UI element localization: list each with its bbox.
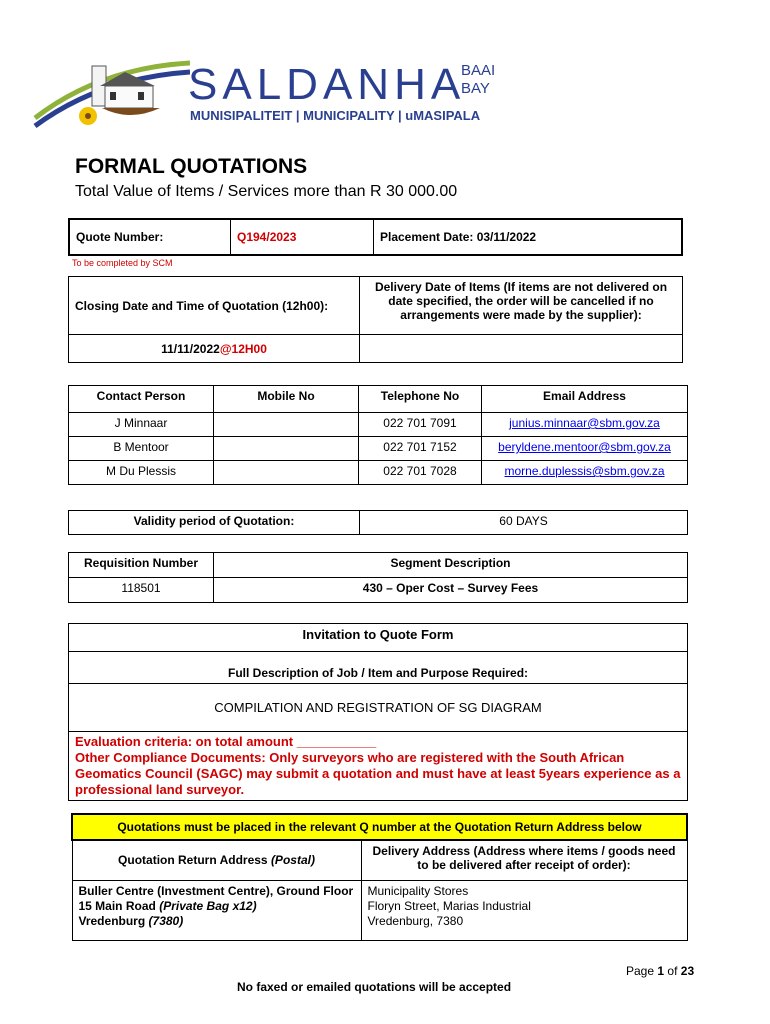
page-of: of: [667, 964, 678, 978]
invitation-table: [68, 623, 688, 801]
telephone-cell: 022 701 7152: [359, 437, 482, 461]
closing-label: Closing Date and Time of Quotation (12h00):: [69, 277, 360, 335]
closing-date: 11/11/2022: [161, 341, 220, 356]
page-number: [626, 964, 694, 978]
postal-line2-em: (Private Bag x12): [159, 898, 257, 913]
email-link[interactable]: beryldene.mentoor@sbm.gov.za: [498, 440, 671, 454]
logo-sub-bottom: BAY: [461, 80, 490, 97]
delivery-line1: Municipality Stores: [367, 883, 469, 898]
compliance-documents: Other Compliance Documents: Only surveyors who are registered with the South African Geomatics Council (SAGC) may submit a quotation and must have at least 5years experience as a professional land surveyor.: [75, 750, 681, 797]
quote-number-label: Quote Number:: [69, 219, 231, 255]
requisition-number-header: Requisition Number: [69, 553, 214, 578]
page-total: 23: [680, 964, 695, 978]
return-address-table: [71, 813, 688, 941]
page-title: FORMAL QUOTATIONS: [75, 155, 308, 178]
postal-line3-em: (7380): [148, 913, 184, 928]
telephone-cell: 022 701 7091: [359, 413, 482, 437]
evaluation-criteria: Evaluation criteria: on total amount ___________: [75, 734, 377, 749]
invitation-title: Invitation to Quote Form: [69, 624, 688, 652]
quote-number-table: [68, 218, 683, 256]
page-num: 1: [657, 964, 665, 978]
closing-table: [68, 276, 683, 363]
delivery-date-note: Delivery Date of Items (If items are not delivered on date specified, the order will be cancelled if no arrangements were made by the supplier):: [360, 277, 683, 335]
requisition-table: [68, 552, 688, 603]
mobile-cell: [214, 461, 359, 485]
email-link[interactable]: morne.duplessis@sbm.gov.za: [504, 464, 665, 478]
logo-tagline: MUNISIPALITEIT | MUNICIPALITY | uMASIPALA: [190, 108, 481, 123]
description-label: Full Description of Job / Item and Purpose Required:: [69, 652, 688, 684]
quote-number-value: Q194/2023: [231, 219, 374, 255]
postal-address: [72, 880, 361, 940]
job-description: COMPILATION AND REGISTRATION OF SG DIAGRAM: [69, 684, 688, 732]
logo-sub-top: BAAI: [461, 62, 496, 79]
delivery-date-value: [360, 335, 683, 363]
mobile-cell: [214, 437, 359, 461]
placement-date: Placement Date: 03/11/2022: [374, 219, 683, 255]
page-prefix: Page: [626, 964, 655, 978]
evaluation-cell: [69, 732, 688, 801]
validity-label: Validity period of Quotation:: [69, 511, 360, 535]
requisition-number: 118501: [69, 578, 214, 603]
postal-line1: Buller Centre (Investment Centre), Ground Floor: [78, 883, 354, 898]
postal-line3: Vredenburg: [78, 913, 146, 928]
footer-notice: No faxed or emailed quotations will be accepted: [237, 980, 512, 994]
delivery-line2: Floryn Street, Marias Industrial: [367, 898, 531, 913]
delivery-address: [361, 880, 687, 940]
table-row: [69, 437, 688, 461]
scm-note: To be completed by SCM: [72, 258, 173, 268]
segment-description: 430 – Oper Cost – Survey Fees: [214, 578, 688, 603]
postal-label-cell: [72, 840, 361, 880]
telephone-cell: 022 701 7028: [359, 461, 482, 485]
postal-line2: 15 Main Road: [78, 898, 156, 913]
validity-value: 60 DAYS: [360, 511, 688, 535]
closing-time: @12H00: [219, 341, 267, 356]
contact-person: B Mentoor: [69, 437, 214, 461]
delivery-line3: Vredenburg, 7380: [367, 913, 464, 928]
mobile-header: Mobile No: [214, 386, 359, 413]
contact-person: J Minnaar: [69, 413, 214, 437]
mobile-cell: [214, 413, 359, 437]
contact-person-header: Contact Person: [69, 386, 214, 413]
page-subtitle: Total Value of Items / Services more than R 30 000.00: [75, 183, 458, 200]
postal-label-em: (Postal): [270, 853, 315, 868]
contact-person: M Du Plessis: [69, 461, 214, 485]
logo-emblem-icon: [30, 58, 190, 138]
logo-name: SALDANHA: [188, 60, 466, 109]
contacts-table: [68, 385, 688, 485]
postal-label: Quotation Return Address: [118, 853, 268, 868]
return-banner: Quotations must be placed in the relevant Q number at the Quotation Return Address below: [72, 814, 687, 840]
telephone-header: Telephone No: [359, 386, 482, 413]
table-row: [69, 413, 688, 437]
validity-table: [68, 510, 688, 535]
delivery-label: Delivery Address (Address where items / goods need to be delivered after receipt of order):: [361, 840, 687, 880]
closing-date-cell: [69, 335, 360, 363]
email-header: Email Address: [482, 386, 688, 413]
logo: [30, 58, 510, 138]
email-link[interactable]: junius.minnaar@sbm.gov.za: [509, 416, 660, 430]
segment-header: Segment Description: [214, 553, 688, 578]
table-row: [69, 461, 688, 485]
